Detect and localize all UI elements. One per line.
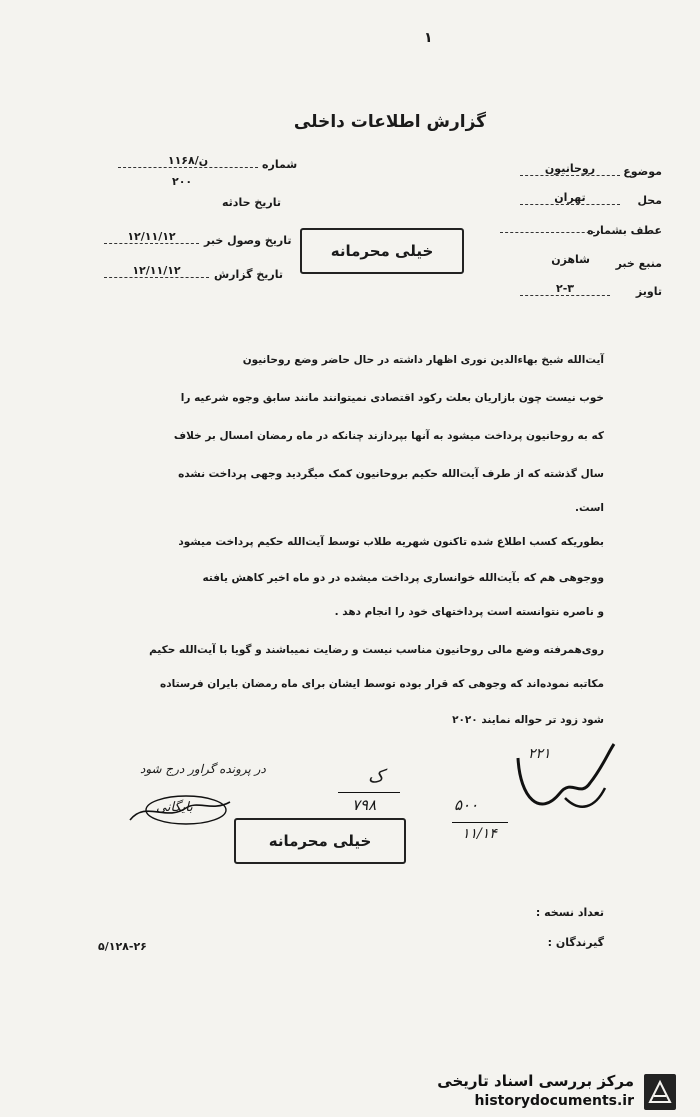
subject-label: موضوع	[623, 165, 662, 178]
body-line: که به روحانیون پرداخت میشود به آنها بپردازند چنانکه در ماه رمضان امسال بر خلاف	[173, 430, 604, 442]
body-line: سال گذشته که از طرف آیت‌الله حکیم بروحانیون کمک میگردید وجهی پرداخت نشده	[178, 468, 604, 480]
body-line: شود زود تر حواله نمایند ۲۰۲۰	[452, 714, 604, 726]
assessment-label: تاویز	[635, 285, 662, 298]
ref-line	[500, 232, 600, 233]
classification-stamp-top: خیلی محرمانه	[300, 228, 464, 274]
note-center-num: ۷۹۸	[352, 796, 377, 814]
note-left-line2: بایگانی	[156, 800, 193, 815]
page-title: گزارش اطلاعات داخلی	[293, 112, 487, 132]
subject-value: روحانیون	[520, 162, 620, 176]
body-line: ووجوهی هم که بآیت‌الله خوانساری پرداخت میشده در دو ماه اخیر کاهش یافته	[202, 572, 604, 584]
receipt-date-label: تاریخ وصول خبر	[204, 234, 292, 247]
archive-watermark	[386, 1072, 676, 1112]
place-value: تهران	[520, 191, 620, 205]
source-value: شاهزن	[551, 253, 590, 266]
number-value: ۱۱۶۸/ن	[118, 154, 258, 168]
note-left-line1: در پرونده گراور درج شود	[140, 762, 266, 776]
receipt-date-value: ۱۲/۱۱/۱۲	[104, 230, 199, 244]
classification-stamp-bottom: خیلی محرمانه	[234, 818, 406, 864]
initials-scribble-left	[126, 790, 236, 830]
copies-label: تعداد نسخه :	[535, 906, 604, 919]
note-right: ۲۲۱	[528, 746, 551, 762]
body-line: و ناصره نتوانسته است پرداختهای خود را انجام دهد .	[334, 606, 604, 618]
body-line: آیت‌الله شیخ بهاءالدین نوری اظهار داشته در حال حاضر وضع روحانیون	[242, 354, 604, 366]
event-date-label: تاریخ حادثه	[222, 196, 281, 209]
number-sub: ۲۰۰	[172, 175, 193, 188]
note-center-rule	[338, 792, 400, 793]
archive-logo-icon	[644, 1074, 676, 1110]
date-hand-top: ۵۰۰	[454, 796, 479, 814]
body-line: خوب نیست چون بازاریان بعلت رکود اقتصادی نمیتوانند مانند سابق وجوه شرعیه را	[180, 392, 604, 404]
date-hand-rule	[452, 822, 508, 823]
body-line: است.	[574, 502, 604, 514]
place-label: محل	[637, 194, 662, 207]
source-label: منبع خبر	[615, 257, 662, 270]
body-line: بطوریکه کسب اطلاع شده تاکنون شهریه طلاب توسط آیت‌الله حکیم پرداخت میشود	[178, 536, 604, 548]
date-hand-bottom: ۱۱/۱۴	[462, 826, 497, 842]
report-date-label: تاریخ گزارش	[214, 268, 284, 281]
body-line: روی‌همرفته وضع مالی روحانیون مناسب نیست و رضایت نمیباشند و گویا با آیت‌الله حکیم	[149, 644, 604, 656]
assessment-value: ۲-۳	[520, 282, 610, 296]
top-mark: ۱	[424, 30, 433, 46]
watermark-text-en: historydocuments.ir	[474, 1093, 634, 1109]
note-center-top: ک	[368, 766, 385, 787]
signature-scribble-right	[510, 738, 620, 828]
body-line: مکاتبه نموده‌اند که وجوهی که قرار بوده توسط ایشان برای ماه رمضان بایران فرستاده	[160, 678, 604, 690]
report-date-value: ۱۲/۱۱/۱۲	[104, 264, 209, 278]
recipients-label: گیرندگان :	[547, 936, 604, 949]
number-label: شماره	[262, 158, 298, 171]
ref-label: عطف بشماره	[587, 224, 662, 237]
watermark-text-fa: مرکز بررسی اسناد تاریخی	[437, 1072, 634, 1090]
doc-code: ۵/۱۲۸-۲۶	[98, 940, 147, 953]
